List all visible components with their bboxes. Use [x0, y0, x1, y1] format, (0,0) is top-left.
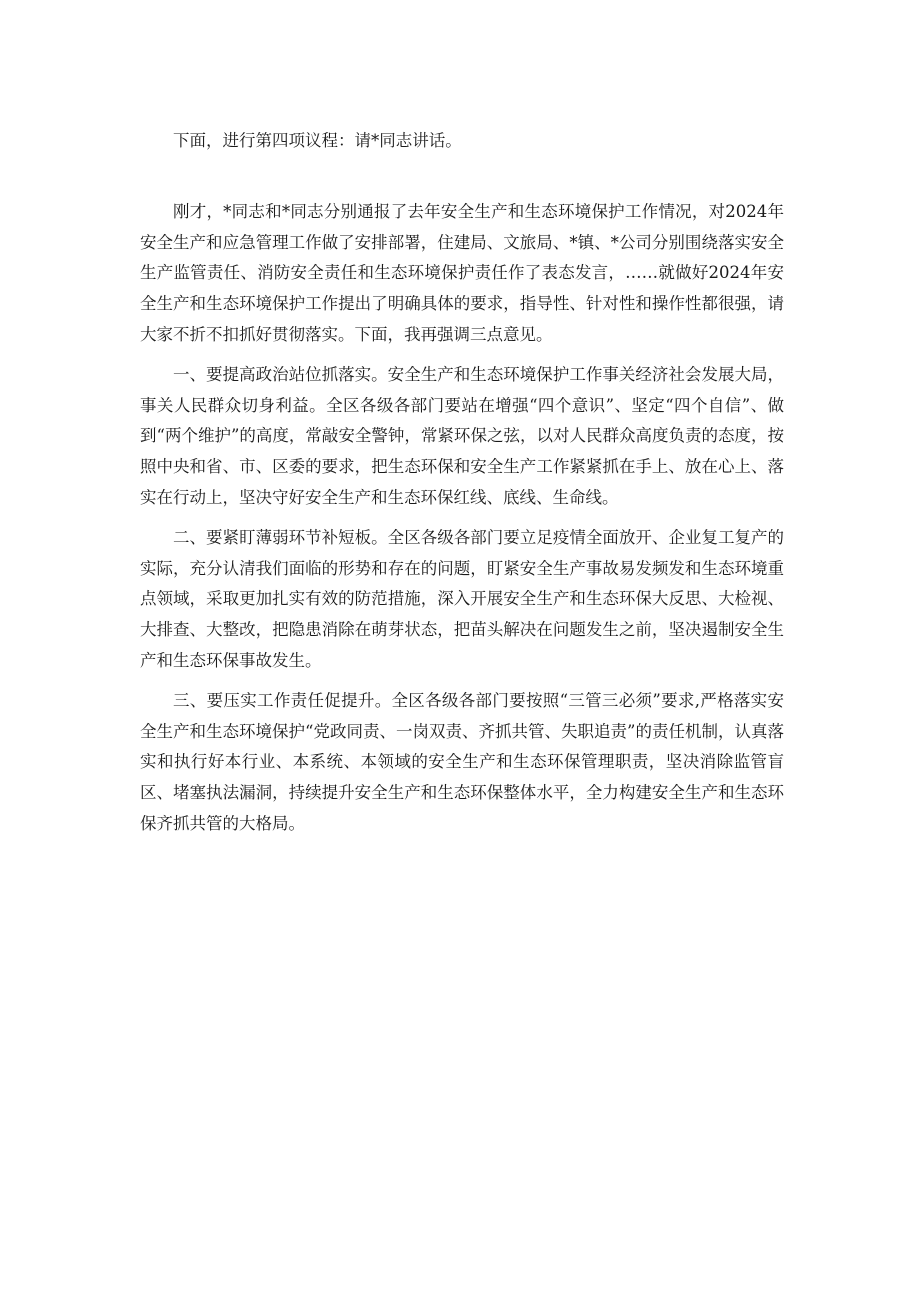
- intro-paragraph: 下面，进行第四项议程：请*同志讲话。: [173, 131, 462, 150]
- paragraph-summary: 刚才，*同志和*同志分别通报了去年安全生产和生态环境保护工作情况，对2024年安全生产和应急管理工作做了安排部署，住建局、文旅局、*镇、*公司分别围绕落实安全生产监管责任、消防安全责任和生态环境保护责任作了表态发言，……就做好2024年安全生产和生态环境保护工作提出了明确具体的要求，指导性、针对性和操作性都很强，请大家不折不扣抓好贯彻落实。下面，我再强调三点意见。: [140, 201, 784, 344]
- paragraph-point-three: 三、要压实工作责任促提升。全区各级各部门要按照“三管三必须”要求,严格落实安全生产和生态环境保护“党政同责、一岗双责、齐抓共管、失职追责”的责任机制，认真落实和执行好本行业、本系统、本领域的安全生产和生态环保管理职责，坚决消除监管盲区、堵塞执法漏洞，持续提升安全生产和生态环保整体水平，全力构建安全生产和生态环保齐抓共管的大格局。: [140, 690, 784, 833]
- paragraph-point-one: 一、要提高政治站位抓落实。安全生产和生态环境保护工作事关经济社会发展大局，事关人民群众切身利益。全区各级各部门要站在增强“四个意识”、坚定“四个自信”、做到“两个维护”的高度，常敲安全警钟，常紧环保之弦，以对人民群众高度负责的态度，按照中央和省、市、区委的要求，把生态环保和安全生产工作紧紧抓在手上、放在心上、落实在行动上，坚决守好安全生产和生态环保红线、底线、生命线。: [140, 364, 784, 507]
- paragraph-point-two: 二、要紧盯薄弱环节补短板。全区各级各部门要立足疫情全面放开、企业复工复产的实际，充分认清我们面临的形势和存在的问题，盯紧安全生产事故易发频发和生态环境重点领域，采取更加扎实有效的防范措施，深入开展安全生产和生态环保大反思、大检视、大排查、大整改，把隐患消除在萌芽状态，把苗头解决在问题发生之前，坚决遏制安全生产和生态环保事故发生。: [140, 527, 784, 670]
- document-body: [140, 126, 784, 849]
